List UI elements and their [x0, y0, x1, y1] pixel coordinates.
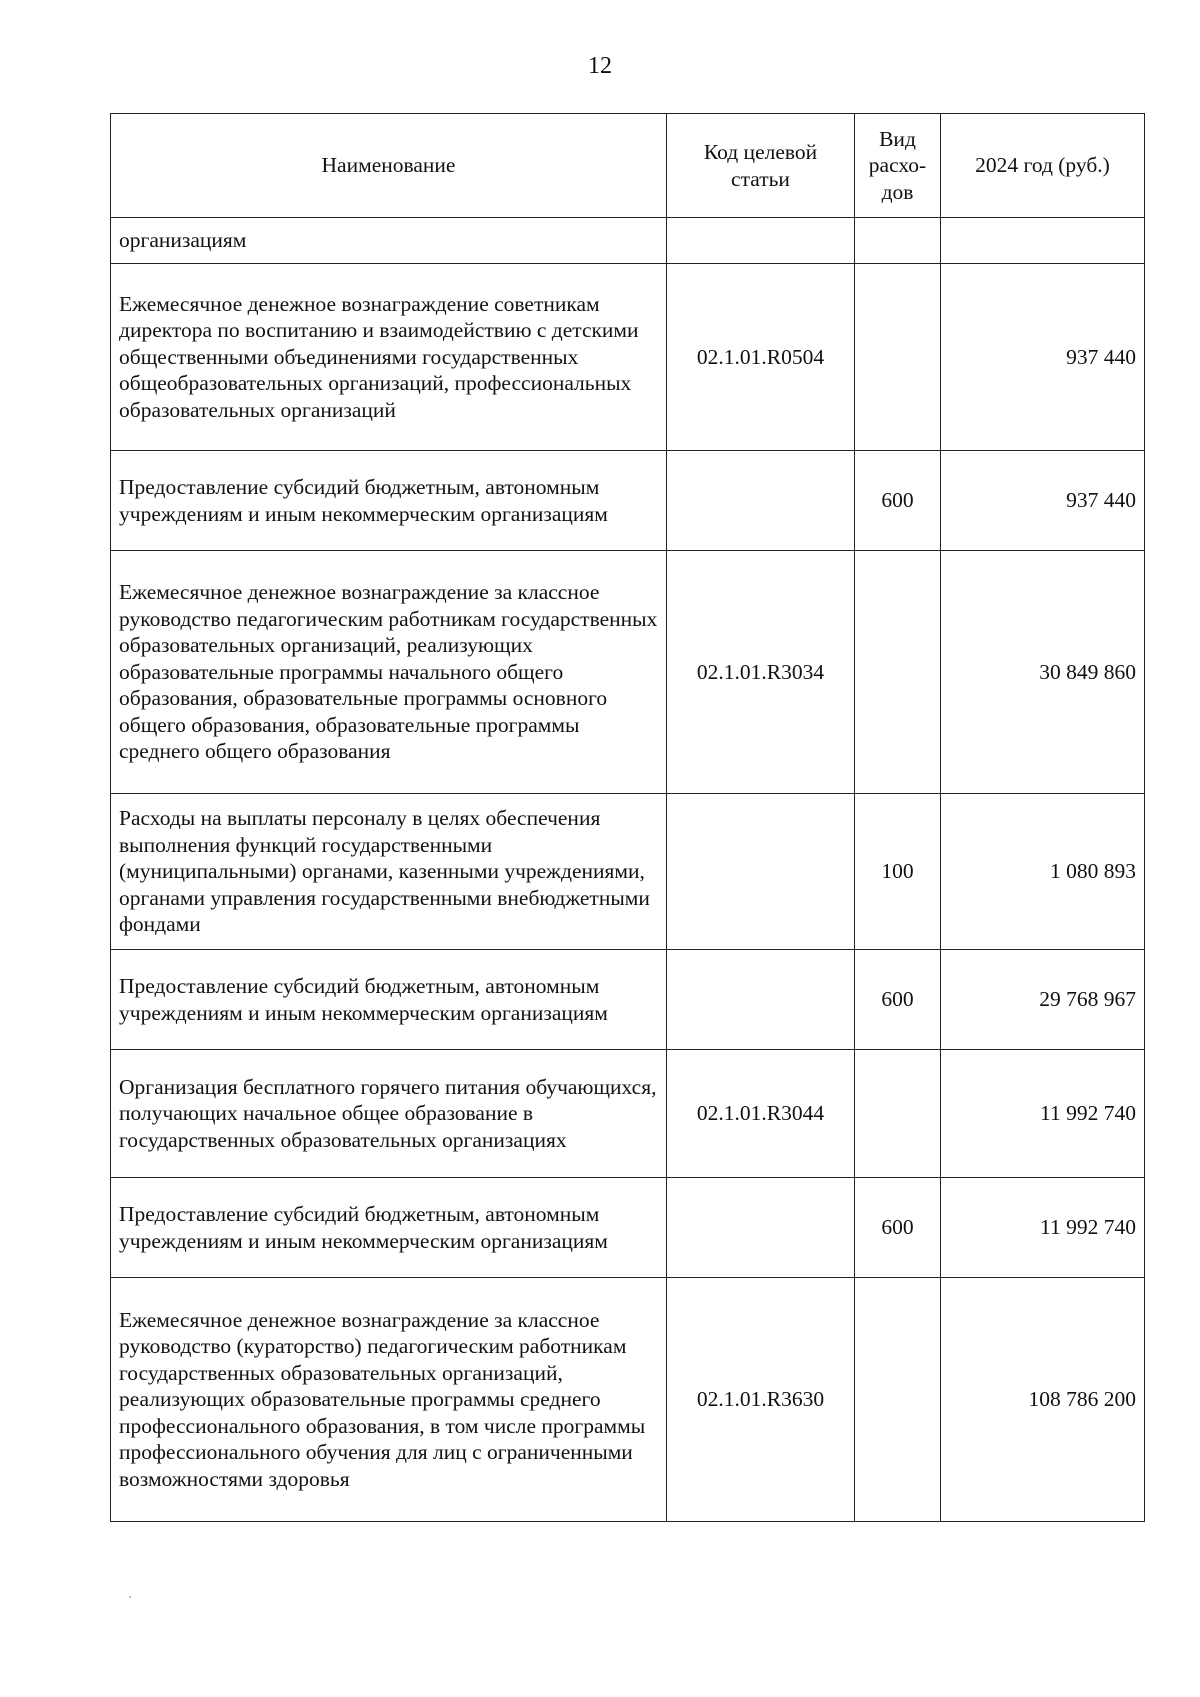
row-name: Ежемесячное денежное вознаграждение советникам директора по воспитанию и взаимодействию с детскими общественными объединениями государственных общеобразовательных организаций, профессиональных образовательных организаций — [111, 264, 667, 451]
row-kind — [855, 264, 941, 451]
header-name: Наименование — [111, 114, 667, 218]
budget-table — [110, 113, 1145, 1522]
row-sum: 937 440 — [941, 451, 1145, 551]
table-row — [111, 1178, 1145, 1278]
table-row — [111, 451, 1145, 551]
row-sum: 11 992 740 — [941, 1050, 1145, 1178]
row-name: Расходы на выплаты персоналу в целях обеспечения выполнения функций государственными (муниципальными) органами, казенными учреждениями, органами управления государственными внебюджетными фондами — [111, 794, 667, 950]
row-name: Ежемесячное денежное вознаграждение за классное руководство (кураторство) педагогическим работникам государственных образовательных организаций, реализующих образовательные программы среднего профессионального образования, в том числе программы профессионального обучения для лиц с ограниченными возможностями здоровья — [111, 1278, 667, 1522]
table-row — [111, 794, 1145, 950]
table-row — [111, 218, 1145, 264]
table-row — [111, 1050, 1145, 1178]
table-row — [111, 264, 1145, 451]
table-row — [111, 1278, 1145, 1522]
header-kind: Вид расхо-дов — [855, 114, 941, 218]
row-code: 02.1.01.R3630 — [667, 1278, 855, 1522]
row-code: 02.1.01.R3034 — [667, 551, 855, 794]
row-code: 02.1.01.R0504 — [667, 264, 855, 451]
row-sum: 937 440 — [941, 264, 1145, 451]
row-kind: 600 — [855, 1178, 941, 1278]
row-kind — [855, 218, 941, 264]
row-name: Предоставление субсидий бюджетным, автономным учреждениям и иным некоммерческим организациям — [111, 451, 667, 551]
row-kind: 100 — [855, 794, 941, 950]
page-number: 12 — [588, 53, 612, 79]
row-sum — [941, 218, 1145, 264]
row-kind: 600 — [855, 950, 941, 1050]
row-code — [667, 451, 855, 551]
header-sum: 2024 год (руб.) — [941, 114, 1145, 218]
row-kind — [855, 1278, 941, 1522]
row-sum: 1 080 893 — [941, 794, 1145, 950]
row-sum: 108 786 200 — [941, 1278, 1145, 1522]
row-name: Организация бесплатного горячего питания обучающихся, получающих начальное общее образование в государственных образовательных организациях — [111, 1050, 667, 1178]
table-row — [111, 950, 1145, 1050]
table-header — [111, 114, 1145, 218]
row-code — [667, 218, 855, 264]
row-kind: 600 — [855, 451, 941, 551]
row-code — [667, 950, 855, 1050]
row-code — [667, 794, 855, 950]
table-body — [111, 218, 1145, 1522]
row-name: организациям — [111, 218, 667, 264]
header-code: Код целевой статьи — [667, 114, 855, 218]
scan-speck — [129, 1596, 131, 1598]
table-row — [111, 551, 1145, 794]
row-sum: 29 768 967 — [941, 950, 1145, 1050]
row-kind — [855, 1050, 941, 1178]
row-name: Ежемесячное денежное вознаграждение за классное руководство педагогическим работникам государственных образовательных организаций, реализующих образовательные программы начального общего образования, образовательные программы основного общего образования, образовательные программы среднего общего образования — [111, 551, 667, 794]
row-code: 02.1.01.R3044 — [667, 1050, 855, 1178]
row-name: Предоставление субсидий бюджетным, автономным учреждениям и иным некоммерческим организациям — [111, 1178, 667, 1278]
row-name: Предоставление субсидий бюджетным, автономным учреждениям и иным некоммерческим организациям — [111, 950, 667, 1050]
row-code — [667, 1178, 855, 1278]
row-kind — [855, 551, 941, 794]
row-sum: 11 992 740 — [941, 1178, 1145, 1278]
row-sum: 30 849 860 — [941, 551, 1145, 794]
